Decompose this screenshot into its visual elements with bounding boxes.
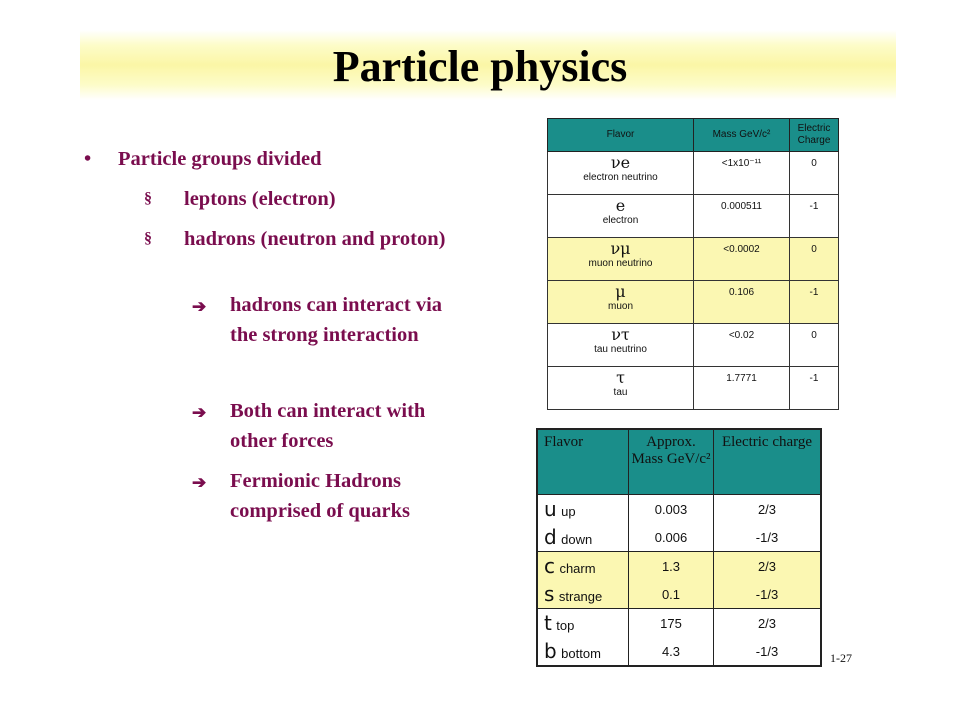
mass-cell: 175 [629, 609, 714, 638]
quark-symbol: t [544, 611, 552, 635]
table-row [537, 609, 821, 638]
particle-name: electron [602, 215, 639, 226]
quark-symbol: d [544, 525, 557, 549]
flavor-cell [537, 637, 629, 666]
charge-cell: -1/3 [714, 637, 822, 666]
table-row [548, 324, 839, 367]
quark-symbol: s [544, 582, 555, 606]
charge-cell: 2/3 [714, 495, 822, 524]
particle-name: electron neutrino [583, 172, 658, 183]
sub-bullet-forces: Both can interact with other forces [230, 400, 426, 452]
quark-symbol: u [544, 497, 557, 521]
charge-cell: 2/3 [714, 609, 822, 638]
flavor-cell [537, 609, 629, 638]
bullet-leptons: leptons (electron) [184, 188, 336, 210]
quark-name: strange [558, 589, 603, 604]
flavor-cell [548, 195, 694, 238]
particle-symbol: μ [615, 282, 626, 301]
sub-bullet-strong: hadrons can interact via the strong interaction [230, 294, 443, 346]
table-row [537, 580, 821, 609]
particle-symbol: νe [610, 153, 631, 172]
particle-name: tau neutrino [594, 344, 647, 355]
mass-cell: <1x10⁻¹¹ [694, 152, 790, 195]
flavor-cell [537, 552, 629, 581]
bullet-particle-groups: Particle groups divided [118, 148, 322, 170]
flavor-cell [548, 281, 694, 324]
charge-cell: 0 [790, 238, 839, 281]
charge-cell: -1 [790, 195, 839, 238]
mass-cell: 0.1 [629, 580, 714, 609]
quark-name: up [561, 504, 576, 519]
bullet-marker-leptons: § [144, 190, 152, 207]
particle-name: tau [613, 387, 628, 398]
quark-symbol: c [544, 554, 555, 578]
particle-symbol: νμ [610, 239, 631, 258]
header-charge: Electric Charge [790, 119, 839, 152]
table-row [548, 281, 839, 324]
table-row [548, 152, 839, 195]
arrow-marker: ➔ [192, 403, 207, 422]
mass-cell: 1.3 [629, 552, 714, 581]
charge-cell: -1/3 [714, 580, 822, 609]
flavor-cell [548, 152, 694, 195]
flavor-cell [548, 238, 694, 281]
table-row [537, 637, 821, 666]
quark-name: bottom [561, 646, 601, 661]
table-row [548, 195, 839, 238]
bullet-marker: • [84, 148, 92, 170]
quark-name: down [561, 532, 593, 547]
arrow-marker: ➔ [192, 473, 207, 492]
mass-cell: <0.02 [694, 324, 790, 367]
sub-bullet-quarks: Fermionic Hadrons comprised of quarks [230, 470, 410, 522]
header-flavor: Flavor [548, 119, 694, 152]
table-row [537, 523, 821, 552]
arrow-marker: ➔ [192, 297, 207, 316]
flavor-cell [537, 580, 629, 609]
charge-cell: 0 [790, 324, 839, 367]
quark-symbol: b [544, 639, 557, 663]
flavor-cell [537, 523, 629, 552]
mass-cell: 1.7771 [694, 367, 790, 410]
table-row [537, 552, 821, 581]
quarks-table [536, 428, 822, 667]
charge-cell: -1/3 [714, 523, 822, 552]
mass-cell: 0.106 [694, 281, 790, 324]
header-electric-charge: Electric charge [714, 429, 822, 495]
quark-name: charm [559, 561, 596, 576]
leptons-table [547, 118, 839, 410]
flavor-cell [537, 495, 629, 524]
table-row [548, 367, 839, 410]
quark-name: top [556, 618, 575, 633]
page-number: 1-27 [830, 651, 852, 665]
charge-cell: 0 [790, 152, 839, 195]
charge-cell: 2/3 [714, 552, 822, 581]
header-mass: Mass GeV/c² [694, 119, 790, 152]
flavor-cell [548, 324, 694, 367]
bullet-marker-hadrons: § [144, 230, 152, 247]
header-approx-mass: Approx. Mass GeV/c² [629, 429, 714, 495]
table-row [548, 238, 839, 281]
mass-cell: 0.000511 [694, 195, 790, 238]
bullet-hadrons: hadrons (neutron and proton) [184, 228, 446, 250]
particle-name: muon [607, 301, 633, 312]
mass-cell: <0.0002 [694, 238, 790, 281]
particle-symbol: τ [616, 368, 625, 387]
mass-cell: 0.006 [629, 523, 714, 552]
flavor-cell [548, 367, 694, 410]
header-flavor: Flavor [537, 429, 629, 495]
quarks-header-row [537, 429, 821, 495]
particle-name: muon neutrino [588, 258, 653, 269]
mass-cell: 4.3 [629, 637, 714, 666]
charge-cell: -1 [790, 281, 839, 324]
leptons-header-row [548, 119, 839, 152]
particle-symbol: ντ [611, 325, 630, 344]
charge-cell: -1 [790, 367, 839, 410]
particle-symbol: e [615, 196, 626, 215]
mass-cell: 0.003 [629, 495, 714, 524]
table-row [537, 495, 821, 524]
slide-title: Particle physics [332, 42, 628, 91]
